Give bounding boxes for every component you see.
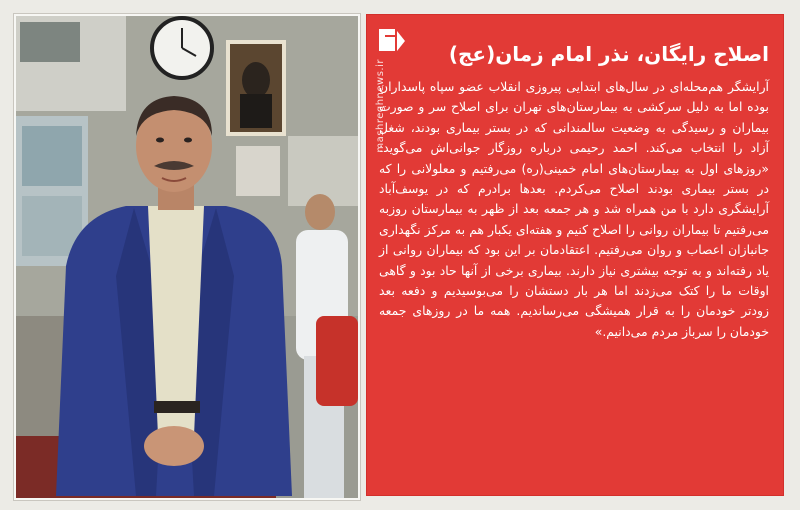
article-headline: اصلاح رایگان، نذر امام زمان(عج): [448, 42, 769, 66]
barber-photo: [14, 14, 360, 500]
article-panel: [366, 14, 784, 496]
site-logo: [375, 25, 409, 55]
site-watermark: mashreghnews.ir: [375, 59, 386, 153]
article-body: آرایشگر هم‌محله‌ای در سال‌های ابتدایی پیروزی انقلاب عضو سپاه پاسداران بوده اما به دلیل سرکشی به بیمارستان‌های تهران برای اصلاح سر و صورت بیماران و رسیدگی به وضعیت سالمندانی که در بستر بیماری بودند، شغل آزاد را انتخاب می‌کند. احمد رحیمی درباره روزگار جوانی‌اش می‌گوید: «روزهای اول به بیمارستان‌های امام خمینی(ره) می‌رفتیم و معلولانی را که در بستر بیماری بودند اصلاح می‌کردم. بعدها برادرم که در یوسف‌آباد آرایشگری دارد با من همراه شد و هر جمعه بعد از ظهر به بیمارستان روزبه می‌رفتیم تا بیماران روانی را اصلاح کنیم و هفته‌ای یکبار هم به مرکز نگهداری جانبازان اعصاب و روان می‌رفتیم. اعتقادمان بر این بود که بیماران روانی از یاد رفته‌اند و به توجه بیشتری نیاز دارند. بیماری برخی از آنها حاد بود و گاهی اوقات ما را کتک می‌زدند اما هر بار دستشان را می‌بوسیدیم و دفعه بعد زودتر خودمان را به قرار همیشگی می‌رساندیم. همه ما در روزهای جمعه خودمان را سرباز مردم می‌دانیم.»: [379, 79, 769, 339]
